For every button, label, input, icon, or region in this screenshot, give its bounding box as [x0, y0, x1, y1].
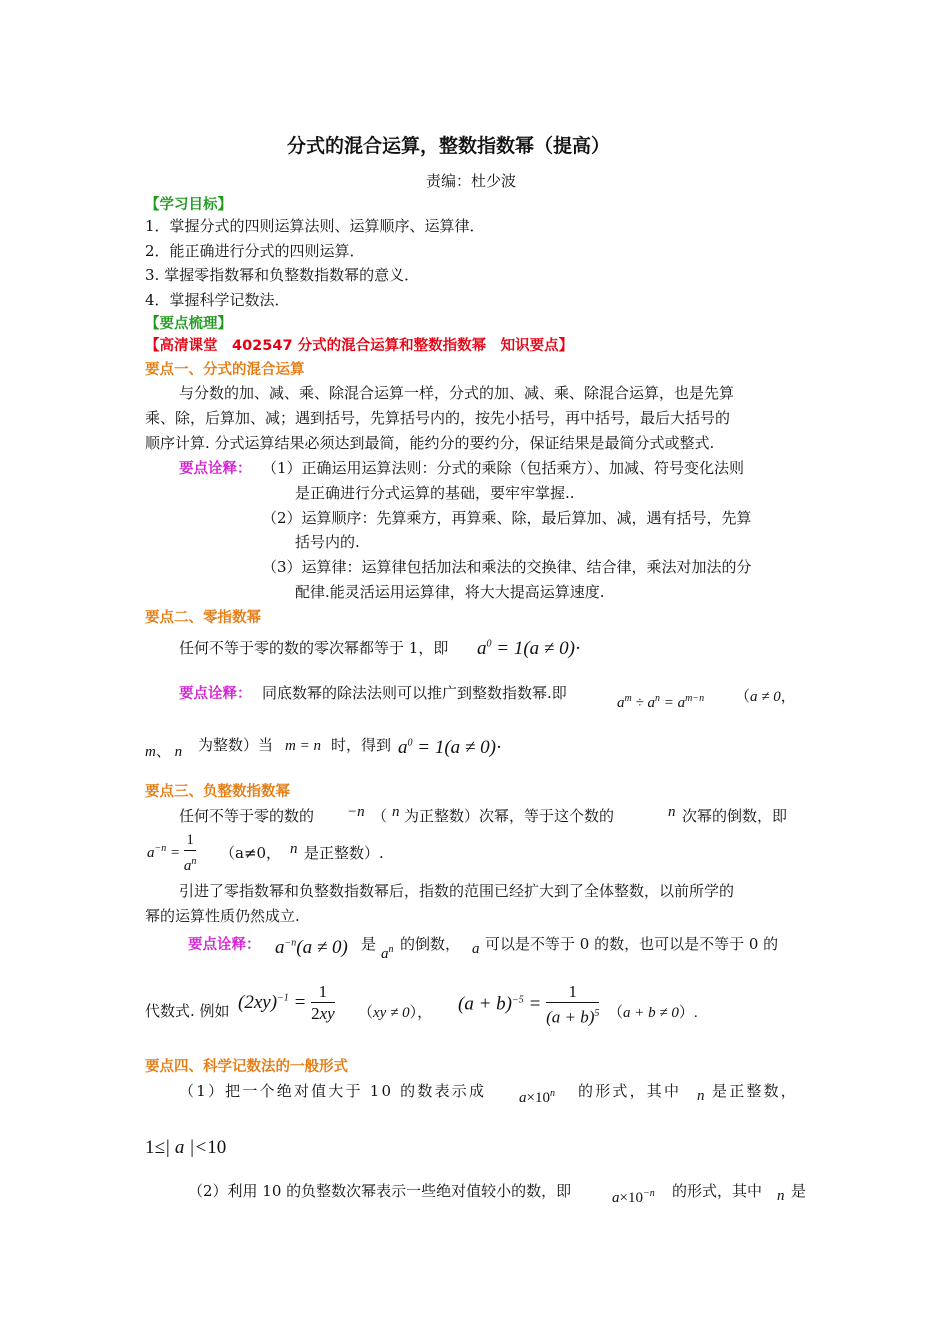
goal-item: 1．掌握分式的四则运算法则、运算顺序、运算律． [145, 217, 485, 235]
section-3-text: 次幂的倒数，即 [682, 807, 788, 825]
variable-n: n [697, 1088, 705, 1104]
goals-header: 【学习目标】 [145, 197, 232, 213]
note-text: 同底数幂的除法法则可以推广到整数指数幂.即 [262, 684, 567, 702]
section-1-header: 要点一、分式的混合运算 [145, 362, 305, 378]
zero-exponent-formula-2: $a^0 = 1(a \ne 0)\cdot$ [398, 737, 503, 758]
section-2-text: 时，得到 [331, 736, 392, 754]
goal-item: 3. 掌握零指数幂和负整数指数幂的意义． [145, 266, 420, 284]
note-text: 是 [361, 935, 377, 953]
example-formula-1: $(2xy)^{-1}$ = $\frac{1}{2xy}$ [238, 982, 335, 1023]
section-3-header: 要点三、负整数指数幂 [145, 784, 290, 800]
variable-n: n [392, 804, 400, 820]
m-equals-n: m = n [285, 738, 321, 754]
section-2-text: 为整数）当 [198, 736, 274, 754]
negative-exponent-expr: $a^{-n}(a \ne 0)$ [275, 937, 348, 958]
goal-item: 2．能正确进行分式的四则运算． [145, 242, 365, 260]
variable-n: n [777, 1188, 785, 1204]
video-link[interactable]: 【高清课堂 402547 分式的混合运算和整数指数幂 知识要点】 [145, 338, 574, 354]
section-4-text: （1）把一个绝对值大于 10 的数表示成 [179, 1082, 487, 1100]
note-text: （2）运算顺序：先算乘方，再算乘、除，最后算加、减，遇有括号，先算 [262, 509, 752, 527]
variable-m: m、 n [145, 744, 183, 760]
note-label: 要点诠释： [179, 686, 252, 702]
section-4-text: 的形式，其中 [672, 1182, 763, 1200]
section-3-text: 是正整数）. [304, 844, 384, 862]
section-1-text: 与分数的加、减、乘、除混合运算一样，分式的加、减、乘、除混合运算，也是先算 [179, 384, 735, 402]
section-4-text: （2）利用 10 的负整数次幂表示一些绝对值较小的数，即 [188, 1182, 572, 1200]
note-text: 可以是不等于 0 的数，也可以是不等于 0 的 [485, 935, 779, 953]
section-1-text: 顺序计算. 分式运算结果必须达到最简，能约分的要约分，保证结果是最简分式或整式. [145, 434, 715, 452]
section-4-text: 是 [791, 1182, 807, 1200]
minus-n: −n [347, 804, 365, 820]
variable-a: a [472, 941, 480, 957]
note-text: 的倒数， [400, 935, 461, 953]
section-2-text: 任何不等于零的数的零次幂都等于 1，即 [179, 639, 449, 657]
section-3-text: 引进了零指数幂和负整数指数幂后，指数的范围已经扩大到了全体整数，以前所学的 [179, 882, 735, 900]
example-condition-1: （xy ≠ 0）， [358, 1005, 433, 1021]
a-power-n: $a^n$ [381, 944, 394, 962]
section-3-text: 为正整数）次幂，等于这个数的 [404, 807, 615, 825]
page-title: 分式的混合运算，整数指数幂（提高） [287, 135, 611, 157]
note-text: 是正确进行分式运算的基础，要牢牢掌握.. [295, 484, 575, 502]
note-text: 配律.能灵活运用运算律，将大大提高运算速度. [295, 583, 605, 601]
negative-exponent-formula: $a^{-n}$ = $\frac{1}{a^n}$ [147, 832, 197, 874]
section-3-text: （a≠0， [220, 844, 282, 862]
note-text: （1）正确运用运算法则：分式的乘除（包括乘方）、加减、符号变化法则 [262, 459, 745, 477]
note-text: 括号内的. [295, 533, 360, 551]
example-condition-2: （a + b ≠ 0）. [608, 1005, 698, 1021]
example-lead: 代数式. 例如 [145, 1002, 230, 1020]
section-3-text: 幂的运算性质仍然成立. [145, 907, 300, 925]
points-header: 【要点梳理】 [145, 316, 232, 332]
zero-exponent-formula: $a^0 = 1(a \ne 0)\cdot$ [477, 638, 582, 659]
section-4-text: 的形式，其中 [578, 1082, 682, 1100]
variable-n: n [290, 841, 298, 857]
neg-sci-notation-formula: $a\times 10^{-n}$ [612, 1188, 655, 1206]
section-2-header: 要点二、零指数幂 [145, 610, 261, 626]
section-4-header: 要点四、科学记数法的一般形式 [145, 1059, 348, 1075]
goal-item: 4．掌握科学记数法． [145, 291, 290, 309]
variable-n: n [668, 804, 676, 820]
note-label: 要点诠释： [188, 937, 261, 953]
section-1-text: 乘、除，后算加、减；遇到括号，先算括号内的，按先小括号，再中括号，最后大括号的 [145, 409, 731, 427]
condition-formula: （a ≠ 0， [735, 689, 796, 705]
note-text: （3）运算律：运算律包括加法和乘法的交换律、结合律，乘法对加法的分 [262, 558, 752, 576]
abs-range-formula: 1≤| a |<10 [145, 1137, 227, 1158]
note-label: 要点诠释： [179, 461, 252, 477]
sci-notation-formula: $a\times 10^n$ [519, 1088, 555, 1106]
editor-line: 责编：杜少波 [426, 172, 517, 190]
section-3-text: 任何不等于零的数的 [179, 807, 315, 825]
example-formula-2: $(a + b)^{-5}$ = $\frac{1}{(a + b)^5}$ [458, 982, 600, 1027]
section-3-text: （ [372, 807, 388, 825]
section-4-text: 是正整数， [712, 1082, 799, 1100]
division-rule-formula: $a^m \div a^n = a^{m-n}$ [617, 693, 705, 711]
